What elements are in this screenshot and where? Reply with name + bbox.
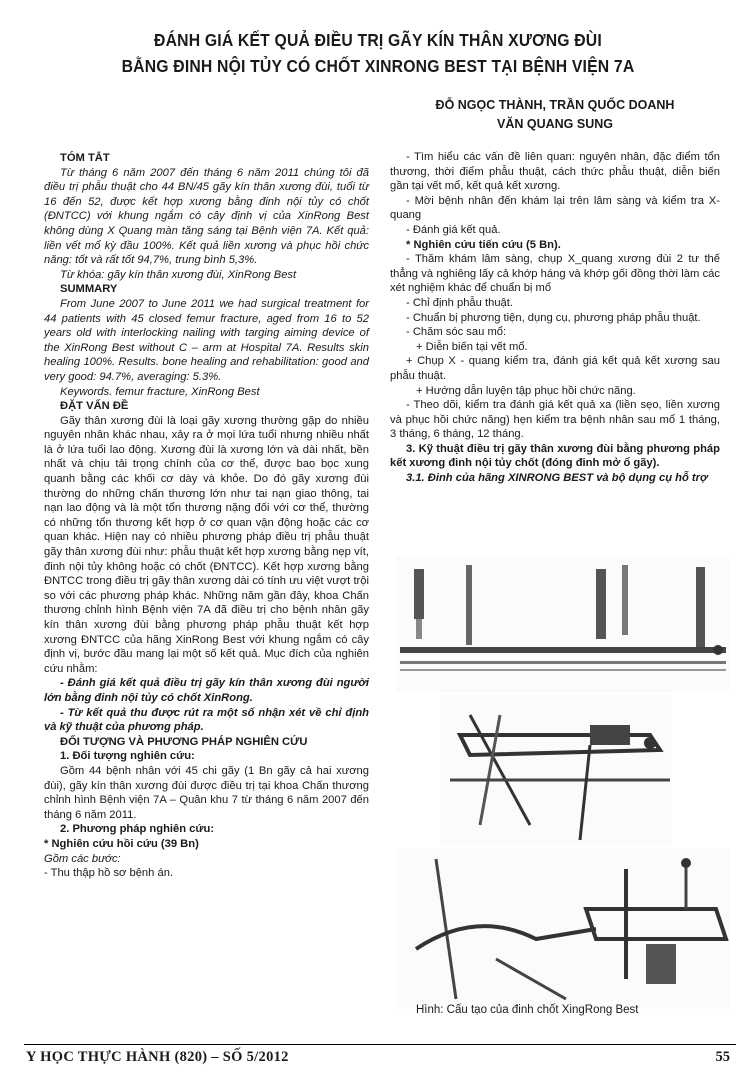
sub1-text: Gồm 44 bệnh nhân với 45 chi gãy (1 Bn gãy cả hai xương đùi), gãy kín thân xương đùi được điều trị tại khoa Chấn thương chỉnh hình Bệnh viện 7A – Quân khu 7 từ tháng 6 năm 2007 đến tháng 6 năm 2011. [44,764,369,821]
footer-divider [24,1044,736,1045]
sub31-heading: 3.1. Đinh của hãng XINRONG BEST và bộ dụng cụ hỗ trợ [406,472,708,485]
right-item-5: - Chỉ định phẫu thuật. [406,296,513,309]
right-column [390,150,720,486]
sub1-heading: 1. Đối tượng nghiên cứu: [60,750,195,763]
tukhoa-text: Từ khóa: gãy kín thân xương đùi, XinRong Best [60,268,297,281]
right-item-7: - Chăm sóc sau mổ: [406,326,507,339]
aim-2: - Từ kết quả thu được rút ra một số nhận xét về chỉ định và kỹ thuật của phương pháp. [44,706,369,734]
aim-1: - Đánh giá kết quả điều trị gãy kín thân xương đùi người lớn bằng đinh nội tủy có chốt XinRong. [44,677,369,704]
authors-line-1: ĐỖ NGỌC THÀNH, TRẦN QUỐC DOANH [435,98,675,112]
right-item-2: - Mời bệnh nhân đến khám lại trên lâm sàng và kiểm tra X- quang [390,194,720,222]
authors [400,96,710,134]
journal-footer: Y HỌC THỰC HÀNH (820) – SỐ 5/2012 [26,1049,289,1065]
buoc-1: - Thu thập hồ sơ bệnh án. [44,867,174,880]
right-item-6: - Chuẩn bị phương tiện, dụng cụ, phương pháp phẫu thuật. [406,311,701,324]
left-column [44,150,369,881]
doituong-heading: ĐỐI TƯỢNG VÀ PHƯƠNG PHÁP NGHIÊN CỨU [60,735,308,748]
paper-title-line-1: ĐÁNH GIÁ KẾT QUẢ ĐIỀU TRỊ GÃY KÍN THÂN XƯƠNG ĐÙI [154,30,602,50]
authors-line-2: VĂN QUANG SUNG [497,117,613,131]
nail-figure [396,557,730,1017]
gom-text: Gồm các bước: [44,852,121,865]
right-item-1: - Tìm hiểu các vấn đề liên quan: nguyên nhân, đặc điểm tổn thương, thời điểm phẫu thuật, cách thức phẫu thuật, diễn biến gần tại vết mổ, kết quả kết xương. [390,151,720,193]
figure-caption: Hình: Cấu tạo của đinh chốt XingRong Best [416,1004,639,1016]
summary-text: From June 2007 to June 2011 we had surgical treatment for 44 patients with 45 closed femur fracture, aged from 16 to 52 years old with interlocking nailing with targing aiming device of the XinRong Best without C – arm at Hospital 7A. Results skin healing 100%. Results. bone healing and rehabilitation: good and very good: 94.7%, averaging: 5.3%. [44,297,369,383]
tomtat-text: Từ tháng 6 năm 2007 đến tháng 6 năm 2011 chúng tôi đã điều trị phẫu thuật cho 44 BN/45 gãy kín thân xương đùi, tuổi từ 16 đến 52, được kết hợp xương bằng đinh nội tủy có chốt (ĐNTCC) với khung ngắm có cây định vị của XinRong Best không dùng X Quang màn tăng sáng tại Bệnh viện 7A. Kết quả: liền vết mổ kỳ đầu 100%. Kết quả liền xương và phục hồi chức năng: tốt và rất tốt 94,7%, trung bình 5,3%. [44,166,369,267]
tomtat-heading: TÓM TẮT [60,152,110,164]
datvande-heading: ĐẶT VẤN ĐỀ [60,400,129,413]
page-number: 55 [715,1049,730,1065]
right-item-11: - Theo dõi, kiểm tra đánh giá kết quả xa (liền sẹo, liền xương và phục hồi chức năng) hẹn kiểm tra bệnh nhân sau mổ 1 tháng, 3 tháng, 6 tháng, 12 tháng. [390,399,720,441]
summary-heading: SUMMARY [60,283,118,296]
nail-photo-2 [440,695,672,845]
right-item-10: + Hướng dẫn luyện tập phục hồi chức năng. [416,384,636,397]
keywords-text: Keywords. femur fracture, XinRong Best [60,385,260,398]
right-item-8: + Diễn biến tại vết mổ. [416,340,528,353]
kythuat-heading: 3. Kỹ thuật điều trị gãy thân xương đùi bằng phương pháp kết xương đinh nội tủy chốt (đóng đinh mở ổ gãy). [390,442,720,470]
right-item-9: + Chụp X - quang kiểm tra, đánh giá kết quả kết xương sau phẫu thuật. [390,355,720,382]
nail-photo-3 [396,849,730,1009]
right-item-3: - Đánh giá kết quả. [406,223,501,236]
right-item-4: - Thăm khám lâm sàng, chụp X_quang xương đùi 2 tư thế thẳng và nghiêng lấy cả khớp háng và khớp gối đồng thời làm các xét nghiệm khác để chuẩn bị mổ [390,253,720,295]
nail-photo-1 [396,557,730,692]
tiencuu-text: * Nghiên cứu tiến cứu (5 Bn). [406,238,561,251]
sub2-heading: 2. Phương pháp nghiên cứu: [60,823,215,836]
hoicuu-text: * Nghiên cứu hồi cứu (39 Bn) [44,837,199,850]
paper-title-line-2: BẰNG ĐINH NỘI TỦY CÓ CHỐT XINRONG BEST TẠI BỆNH VIỆN 7A [121,56,635,76]
datvande-text: Gãy thân xương đùi là loại gãy xương thường gặp do nhiều nguyên nhân khác nhau, xảy ra ở mọi lứa tuổi nhưng nhiều nhất là ở lứa tuổi lao động. Xương đùi là xương lớn và dài nhất, bền nhất và chịu tải trọng chính của cơ thể, được bao bọc xung quanh bằng các khối cơ dày và khỏe. Do đó gãy xương đùi thường do những chấn thương lớn như tai nạn giao thông, tai nạn lao động và là một tổn thương nặng đối với cơ thể, thường có những tổn thương kết hợp ở cơ quan vận động hoặc các cơ quan khác. Hiện nay có nhiều phương pháp điều trị phẫu thuật gãy thân xương đùi như: phẫu thuật kết hợp xương bằng nẹp vít, đinh nội tủy không hoặc có chốt (ĐNTCC). Kết hợp xương bằng ĐNTCC trong điều trị gãy thân xương dài có tính ưu việt vượt trội so với các phương pháp khác. Những năm gần đây, khoa Chấn thương chỉnh hình Bệnh viện 7A đã điều trị cho bệnh nhân gãy kín thân xương đùi bằng phương pháp phẫu thuật kết hợp xương ĐNTCC của hãng XinRong Best với khung ngắm có cây định vị, bước đầu mang lại một số kết quả. Mục đích của nghiên cứu nhằm: [44,414,369,675]
